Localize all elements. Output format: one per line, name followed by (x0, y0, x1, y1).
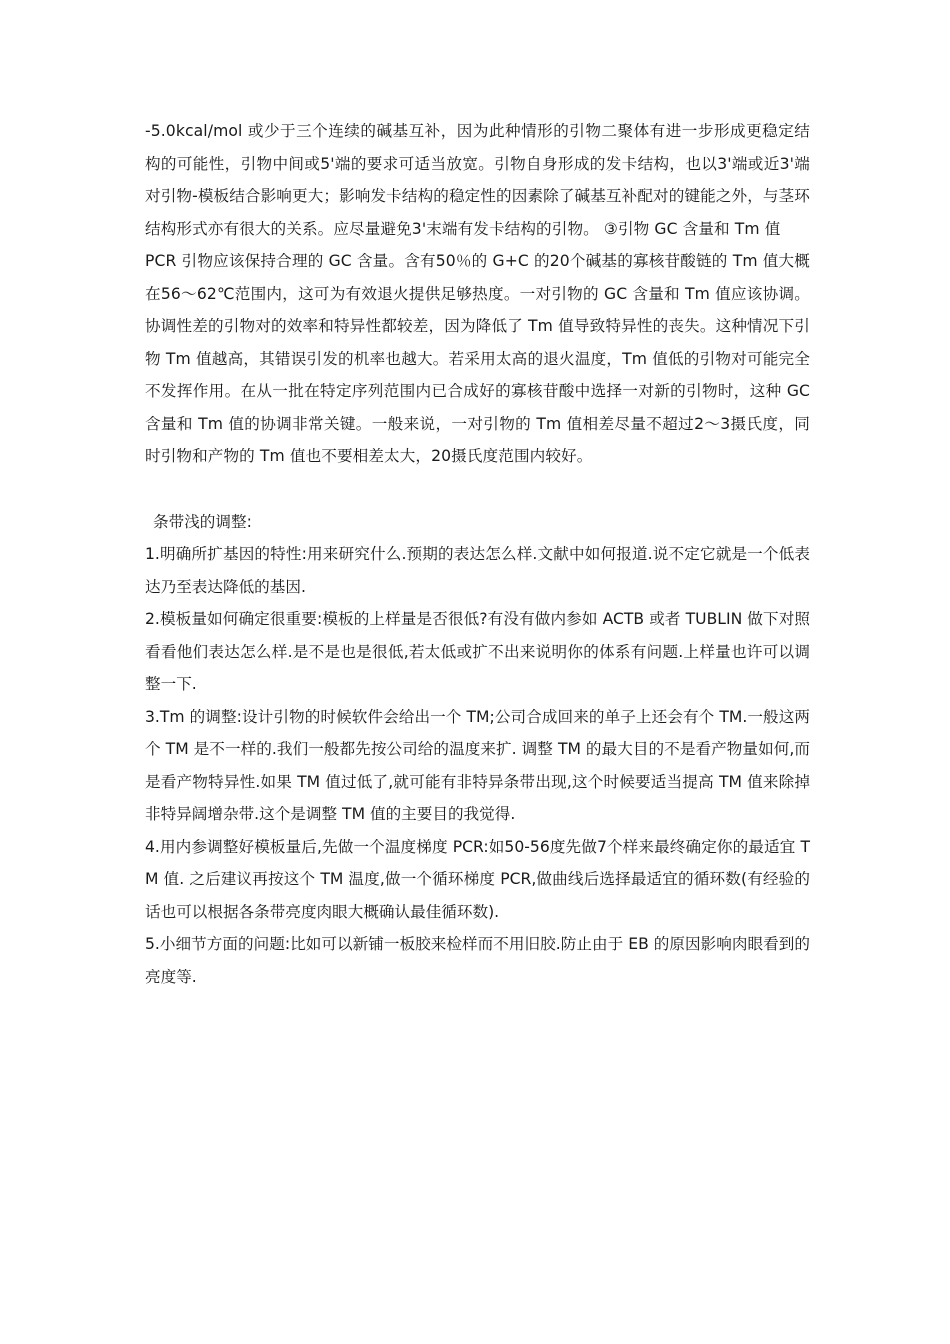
paragraph-gc-tm: PCR 引物应该保持合理的 GC 含量。含有50％的 G+C 的20个碱基的寡核苷酸链的 Tm 值大概在56～62℃范围内，这可为有效退火提供足够热度。一对引物的 GC 含量和 Tm 值应该协调。协调性差的引物对的效率和特异性都较差，因为降低了 Tm 值导致特异性的丧失。这种情况下引物 Tm 值越高，其错误引发的机率也越大。若采用太高的退火温度，Tm 值低的引物对可能完全不发挥作用。在从一批在特定序列范围内已合成好的寡核苷酸中选择一对新的引物时，这种 GC 含量和 Tm 值的协调非常关键。一般来说，一对引物的 Tm 值相差尽量不超过2～3摄氏度，同时引物和产物的 Tm 值也不要相差太大，20摄氏度范围内较好。 (145, 252, 810, 465)
list-item-1: 1.明确所扩基因的特性:用来研究什么.预期的表达怎么样.文献中如何报道.说不定它就是一个低表达乃至表达降低的基因. (145, 545, 810, 596)
section-spacer (145, 473, 810, 506)
list-item-3: 3.Tm 的调整:设计引物的时候软件会给出一个 TM;公司合成回来的单子上还会有个 TM.一般这两个 TM 是不一样的.我们一般都先按公司给的温度来扩. 调整 TM 的最大目的不是看产物量如何,而是看产物特异性.如果 TM 值过低了,就可能有非特异条带出现,这个时候要适当提高 TM 值来除掉非特异阔增杂带.这个是调整 TM 值的主要目的我觉得. (145, 707, 810, 823)
list-item-4: 4.用内参调整好模板量后,先做一个温度梯度 PCR:如50-56度先做7个样来最终确定你的最适宜 TM 值. 之后建议再按这个 TM 温度,做一个循环梯度 PCR,做曲线后选择最适宜的循环数(有经验的话也可以根据各条带亮度肉眼大概确认最佳循环数). (145, 837, 810, 921)
section-heading: 条带浅的调整: (153, 512, 252, 531)
paragraph-primer-dimer: -5.0kcal/mol 或少于三个连续的碱基互补，因为此种情形的引物二聚体有进一步形成更稳定结构的可能性，引物中间或5'端的要求可适当放宽。引物自身形成的发卡结构，也以3'端或近3'端对引物-模板结合影响更大；影响发卡结构的稳定性的因素除了碱基互补配对的键能之外，与茎环结构形式亦有很大的关系。应尽量避免3'末端有发卡结构的引物。 ③引物 GC 含量和 Tm 值 (145, 122, 810, 238)
list-item-2: 2.模板量如何确定很重要:模板的上样量是否很低?有没有做内参如 ACTB 或者 TUBLIN 做下对照看看他们表达怎么样.是不是也是很低,若太低或扩不出来说明你的体系有问题.上样量也许可以调整一下. (145, 610, 810, 693)
document-body (145, 115, 810, 993)
list-item-5: 5.小细节方面的问题:比如可以新铺一板胶来检样而不用旧胶.防止由于 EB 的原因影响肉眼看到的亮度等. (145, 935, 810, 986)
